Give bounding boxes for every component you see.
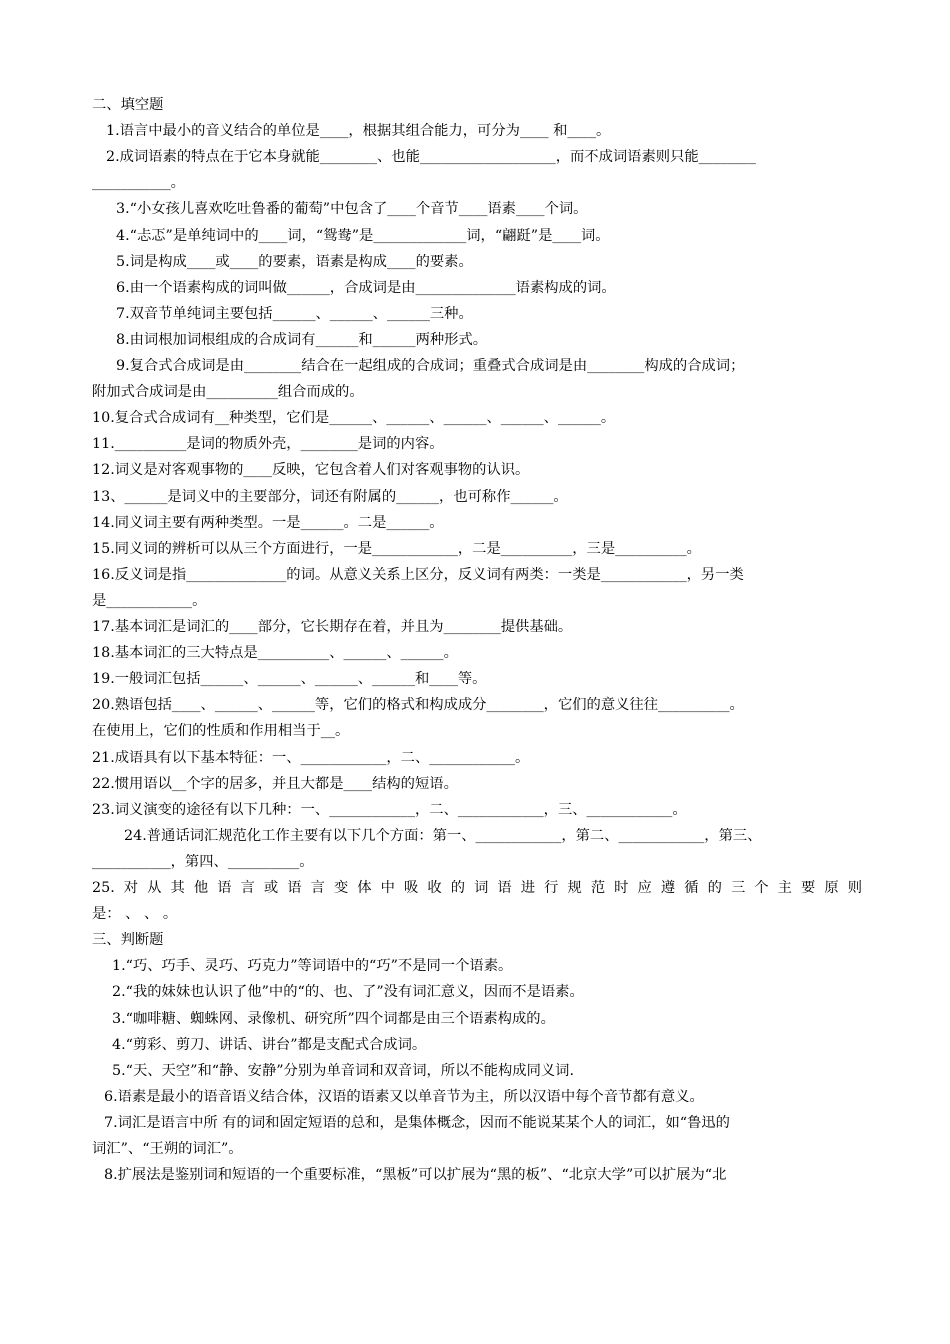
text-line: 3.“小女孩儿喜欢吃吐鲁番的葡萄”中包含了____个音节____语素____个词。 [116, 201, 588, 218]
text-line: 7.双音节单纯词主要包括______、______、______三种。 [116, 305, 473, 322]
text-line: 20.熟语包括____、______、______等，它们的格式和构成成分________，它们的意义往往__________。 [92, 697, 744, 714]
text-line: 8.由词根加词根组成的合成词有______和______两种形式。 [116, 331, 488, 348]
text-line: ___________，第四、__________。 [92, 853, 314, 870]
text-line: 7.词汇是语言中所 有的词和固定短语的总和，是集体概念，因而不能说某某个人的词汇，如“鲁迅的 [104, 1114, 730, 1131]
text-line: 1.语言中最小的音义结合的单位是____，根据其组合能力，可分为____ 和____。 [106, 123, 611, 140]
text-line: 4.“剪彩、剪刀、讲话、讲台”都是支配式合成词。 [112, 1036, 427, 1053]
text-line: 12.词义是对客观事物的____反映，它包含着人们对客观事物的认识。 [92, 462, 530, 479]
text-line: 1.“巧、巧手、灵巧、巧克力”等词语中的“巧”不是同一个语素。 [112, 958, 513, 975]
text-line: 14.同义词主要有两种类型。一是______。二是______。 [92, 514, 444, 531]
text-line: 17.基本词汇是词汇的____部分，它长期存在着，并且为________提供基础。 [92, 619, 573, 635]
text-line: 25.对从其他语言或语言变体中吸收的词语进行规范时应遵循的三个主要原则 [92, 880, 862, 896]
text-line: 6.由一个语素构成的词叫做______，合成词是由______________语素构成的词。 [116, 279, 616, 296]
text-line: ___________。 [92, 175, 185, 192]
text-line: 4.“忐忑”是单纯词中的____词，“鸳鸯”是_____________词，“翩跹”是____词。 [116, 227, 610, 244]
text-line: 二、填空题 [92, 97, 164, 113]
text-line: 9.复合式合成词是由________结合在一起组成的合成词；重叠式合成词是由________构成的合成词； [116, 358, 745, 374]
text-line: 5.词是构成____或____的要素，语素是构成____的要素。 [116, 253, 473, 270]
text-line: 23.词义演变的途径有以下几种：一、____________，二、____________，三、____________。 [92, 801, 687, 818]
text-line: 18.基本词汇的三大特点是__________、______、______。 [92, 645, 458, 662]
text-line: 在使用上，它们的性质和作用相当于__。 [92, 723, 350, 740]
text-line: 11.__________是词的物质外壳，________是词的内容。 [92, 436, 444, 453]
text-line: 10.复合式合成词有__种类型，它们是______、______、______、______、______。 [92, 410, 616, 427]
text-line: 15.同义词的辨析可以从三个方面进行，一是____________，二是__________，三是__________。 [92, 540, 701, 557]
text-line: 2.“我的妹妹也认识了他”中的“的、也、了”没有词汇意义，因而不是语素。 [112, 984, 584, 1001]
text-line: 6.语素是最小的语音语义结合体，汉语的语素又以单音节为主，所以汉语中每个音节都有意义。 [104, 1088, 704, 1105]
text-line: 2.成词语素的特点在于它本身就能________、也能___________________，而不成词语素则只能________ [106, 149, 756, 166]
text-line: 是____________。 [92, 592, 207, 609]
text-line: 5.“天、天空”和“静、安静”分别为单音词和双音词，所以不能构成同义词. [112, 1062, 575, 1079]
text-line: 词汇”、“王朔的词汇”。 [92, 1141, 243, 1157]
text-line: 24.普通话词汇规范化工作主要有以下几个方面：第一、____________，第二、____________，第三、 [124, 827, 762, 844]
text-line: 13、______是词义中的主要部分，词还有附属的______，也可称作______。 [92, 488, 568, 505]
text-line: 三、判断题 [92, 932, 164, 949]
text-line: 是： 、 、 。 [92, 906, 178, 923]
text-line: 8.扩展法是鉴别词和短语的一个重要标准，“黑板”可以扩展为“黑的板”、“北京大学”可以扩展为“北 [104, 1167, 727, 1184]
text-line: 3.“咖啡糖、蜘蛛网、录像机、研究所”四个词都是由三个语素构成的。 [112, 1010, 555, 1027]
text-line: 16.反义词是指______________的词。从意义关系上区分，反义词有两类：一类是____________，另一类 [92, 566, 744, 583]
text-line: 19.一般词汇包括______、______、______、______和____等。 [92, 671, 487, 688]
text-line: 附加式合成词是由__________组合而成的。 [92, 384, 364, 401]
text-line: 22.惯用语以__个字的居多，并且大都是____结构的短语。 [92, 775, 458, 792]
text-line: 21.成语具有以下基本特征：一、____________，二、____________。 [92, 749, 530, 766]
